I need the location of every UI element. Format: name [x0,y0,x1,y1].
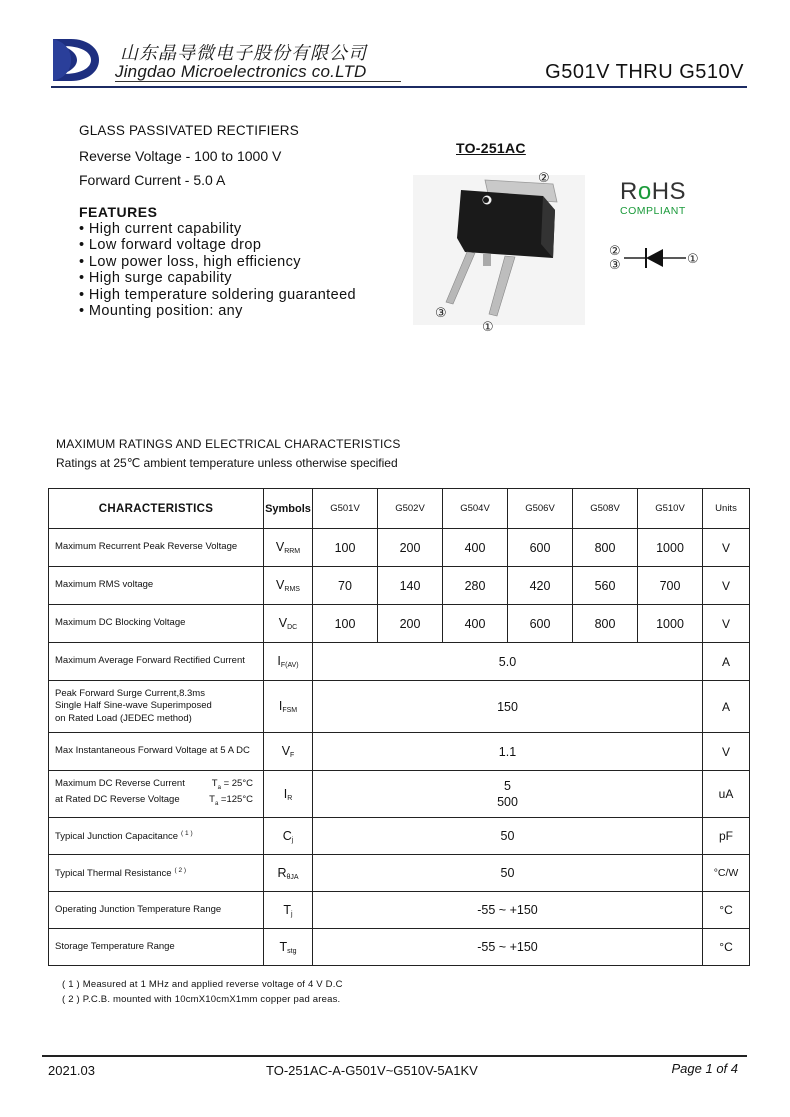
header-symbols: Symbols [264,489,313,529]
header-part: G510V [638,489,703,529]
row-symbol: $T_j$ [264,892,313,929]
schematic-pin-3: ③ [609,258,621,273]
footnote-2: ( 2 ) P.C.B. mounted with 10cmX10cmX1mm copper pad areas. [62,994,341,1005]
cell-value: -55 ~ +150 [313,892,703,929]
cell-value: 1000 [638,529,703,567]
feature-item: • Low power loss, high efficiency [79,254,356,270]
schematic-pin-2: ② [609,244,621,259]
table-row [49,855,750,892]
row-symbol: $V_{RRM}$ [264,529,313,567]
row-symbol: $C_j$ [264,818,313,855]
package-label: TO-251AC [456,140,526,156]
rohs-letter-r: R [620,178,638,205]
cell-value: 1000 [638,605,703,643]
feature-item: • High surge capability [79,270,356,286]
row-unit: A [703,643,750,681]
section-title: MAXIMUM RATINGS AND ELECTRICAL CHARACTERISTICS [56,437,401,451]
row-label: Maximum Average Forward Rectified Current [49,643,264,681]
company-name-chinese: 山东晶导微电子股份有限公司 [120,43,367,64]
features-heading: FEATURES [79,204,158,220]
table-row [49,567,750,605]
row-unit: °C [703,892,750,929]
company-name-english: Jingdao Microelectronics co.LTD [115,62,367,81]
row-unit: V [703,529,750,567]
table-header-row [49,489,750,529]
cell-value: 200 [378,529,443,567]
row-symbol: $I_{FSM}$ [264,681,313,733]
cell-value: 70 [313,567,378,605]
row-label: Maximum DC Reverse Current $T_a = 25^\circ C$ at Rated DC Reverse Voltage $T_a =125^\circ C$ [49,771,264,818]
row-label: Typical Junction Capacitance $^{( 1 )}$ [49,818,264,855]
footer-date: 2021.03 [48,1063,95,1078]
cell-value: 140 [378,567,443,605]
cell-value: 5.0 [313,643,703,681]
header-characteristics: CHARACTERISTICS [49,489,264,529]
cell-value: 700 [638,567,703,605]
footnote-1: ( 1 ) Measured at 1 MHz and applied reverse voltage of 4 V D.C [62,979,343,990]
cell-value: 5 500 [313,771,703,818]
row-unit: V [703,605,750,643]
feature-item: • Mounting position: any [79,303,356,319]
row-symbol: $I_R$ [264,771,313,818]
row-symbol: $V_F$ [264,733,313,771]
row-label: Maximum DC Blocking Voltage [49,605,264,643]
row-unit: uA [703,771,750,818]
product-title: GLASS PASSIVATED RECTIFIERS [79,123,299,138]
cell-value: 560 [573,567,638,605]
cell-value: 50 [313,818,703,855]
company-underline [115,81,401,82]
row-label: Max Instantaneous Forward Voltage at 5 A DC [49,733,264,771]
company-logo [51,36,101,84]
row-symbol: $R_{\theta JA}$ [264,855,313,892]
cell-value: 280 [443,567,508,605]
cell-value: 800 [573,529,638,567]
row-unit: °C [703,929,750,966]
row-symbol: $I_{F(AV)}$ [264,643,313,681]
table-row [49,929,750,966]
row-unit: V [703,567,750,605]
row-unit: °C/W [703,855,750,892]
table-row [49,605,750,643]
row-symbol: $V_{DC}$ [264,605,313,643]
package-photo [413,170,585,335]
forward-current-spec: Forward Current - 5.0 A [79,172,226,188]
cell-value: 1.1 [313,733,703,771]
table-row [49,818,750,855]
feature-item: • Low forward voltage drop [79,237,356,253]
footer-document-code: TO-251AC-A-G501V~G510V-5A1KV [266,1063,478,1078]
reverse-voltage-spec: Reverse Voltage - 100 to 1000 V [79,148,282,164]
cell-value: 800 [573,605,638,643]
rohs-letter-o: o [637,178,652,205]
cell-value: 420 [508,567,573,605]
table-row [49,771,750,818]
cell-value: 150 [313,681,703,733]
cell-value: 200 [378,605,443,643]
row-label: Storage Temperature Range [49,929,264,966]
row-unit: V [703,733,750,771]
row-label: Maximum RMS voltage [49,567,264,605]
rohs-logo [620,178,686,206]
features-list [79,221,356,319]
footer-page-number: Page 1 of 4 [671,1061,738,1076]
header-divider [51,86,747,88]
section-subtitle: Ratings at 25℃ ambient temperature unless otherwise specified [56,456,398,470]
row-label: Operating Junction Temperature Range [49,892,264,929]
row-label: Maximum Recurrent Peak Reverse Voltage [49,529,264,567]
table-row [49,733,750,771]
header-part: G502V [378,489,443,529]
cell-value: -55 ~ +150 [313,929,703,966]
rohs-compliant-label: COMPLIANT [620,205,686,217]
cell-value: 100 [313,529,378,567]
row-label: Typical Thermal Resistance $^{( 2 )}$ [49,855,264,892]
table-row [49,892,750,929]
header-part: G504V [443,489,508,529]
row-unit: A [703,681,750,733]
cell-value: 600 [508,605,573,643]
cell-value: 100 [313,605,378,643]
diode-schematic-icon [608,241,703,273]
cell-value: 400 [443,529,508,567]
footer-divider [42,1055,747,1057]
header-units: Units [703,489,750,529]
cell-value: 600 [508,529,573,567]
header-part: G508V [573,489,638,529]
rohs-letters-hs: HS [651,178,687,205]
row-label: Peak Forward Surge Current,8.3ms Single Half Sine-wave Superimposed on Rated Load (JEDEC method) [49,681,264,733]
header-part: G506V [508,489,573,529]
pin-2-label: ② [538,171,550,186]
cell-value: 400 [443,605,508,643]
row-symbol: $T_{stg}$ [264,929,313,966]
pin-3-label: ③ [435,306,447,321]
table-row [49,643,750,681]
feature-item: • High current capability [79,221,356,237]
part-number-range: G501V THRU G510V [545,61,744,83]
row-unit: pF [703,818,750,855]
schematic-pin-1: ① [687,252,699,267]
cell-value: 50 [313,855,703,892]
row-symbol: $V_{RMS}$ [264,567,313,605]
ratings-table [48,488,750,966]
pin-1-label: ① [482,320,494,335]
header-part: G501V [313,489,378,529]
feature-item: • High temperature soldering guaranteed [79,287,356,303]
table-row [49,681,750,733]
table-row [49,529,750,567]
